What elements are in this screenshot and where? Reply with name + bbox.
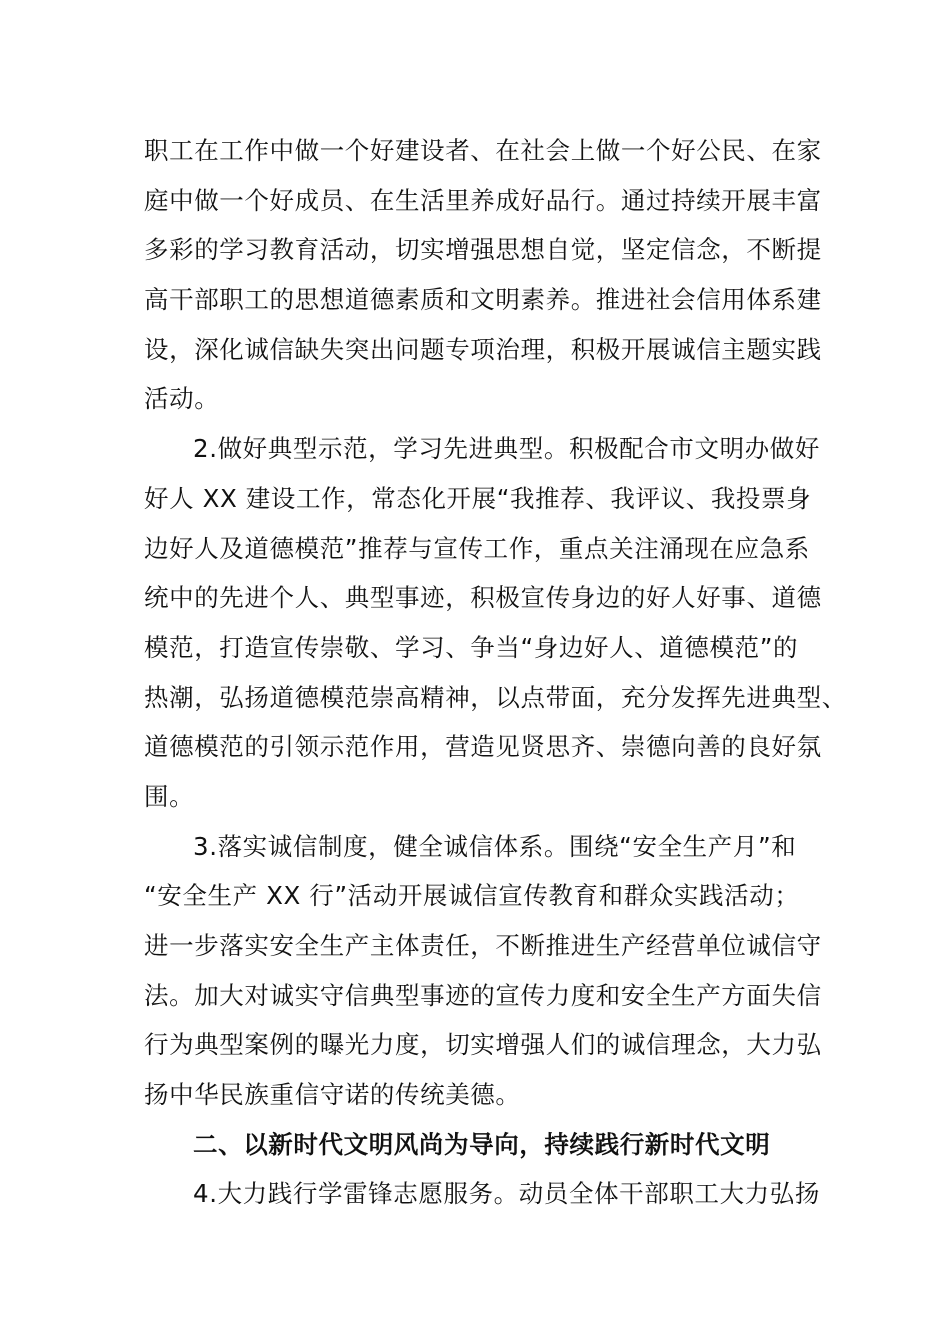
text-line: 职工在工作中做一个好建设者、在社会上做一个好公民、在家 — [144, 136, 822, 165]
section-heading-text: 二、以新时代文明风尚为导向，持续践行新时代文明 — [193, 1129, 771, 1159]
text-line: 边好人及道德模范”推荐与宣传工作，重点关注涌现在应急系 — [144, 533, 810, 563]
text-line: 热潮，弘扬道德模范崇高精神，以点带面，充分发挥先进典型、 — [144, 682, 847, 712]
text-line: 2.做好典型示范，学习先进典型。积极配合市文明办做好 — [193, 434, 820, 464]
text-line: 4.大力践行学雷锋志愿服务。动员全体干部职工大力弘扬 — [193, 1179, 820, 1209]
text-line: 好人 XX 建设工作，常态化开展“我推荐、我评议、我投票身 — [144, 483, 812, 513]
text-line: 进一步落实安全生产主体责任，不断推进生产经营单位诚信守 — [144, 931, 822, 960]
paragraph-continuation — [144, 126, 822, 424]
paragraph-item-3 — [144, 822, 822, 1120]
text-line: 高干部职工的思想道德素质和文明素养。推进社会信用体系建 — [144, 285, 822, 315]
text-line: 设，深化诚信缺失突出问题专项治理，积极开展诚信主题实践 — [144, 334, 822, 364]
paragraph-item-4 — [144, 1169, 820, 1219]
text-line: 活动。 — [144, 384, 220, 414]
text-line: 统中的先进个人、典型事迹，积极宣传身边的好人好事、道德 — [144, 583, 822, 613]
text-line: 行为典型案例的曝光力度，切实增强人们的诚信理念，大力弘 — [144, 1030, 822, 1060]
text-line: 法。加大对诚实守信典型事迹的宣传力度和安全生产方面失信 — [144, 980, 822, 1010]
text-line: 多彩的学习教育活动，切实增强思想自觉，坚定信念，不断提 — [144, 235, 822, 265]
text-line: 道德模范的引领示范作用，营造见贤思齐、崇德向善的良好氛 — [144, 732, 822, 762]
text-line: 庭中做一个好成员、在生活里养成好品行。通过持续开展丰富 — [144, 185, 822, 215]
text-line: 围。 — [144, 781, 195, 811]
section-heading — [144, 1120, 806, 1170]
text-line: 模范，打造宣传崇敬、学习、争当“身边好人、道德模范”的 — [144, 632, 799, 662]
paragraph-item-2 — [144, 424, 847, 822]
document-body — [144, 126, 847, 1219]
text-line: 3.落实诚信制度，健全诚信体系。围绕“安全生产月”和 — [193, 831, 797, 861]
text-line: “安全生产 XX 行”活动开展诚信宣传教育和群众实践活动； — [144, 881, 800, 911]
text-line: 扬中华民族重信守诺的传统美德。 — [144, 1080, 521, 1110]
